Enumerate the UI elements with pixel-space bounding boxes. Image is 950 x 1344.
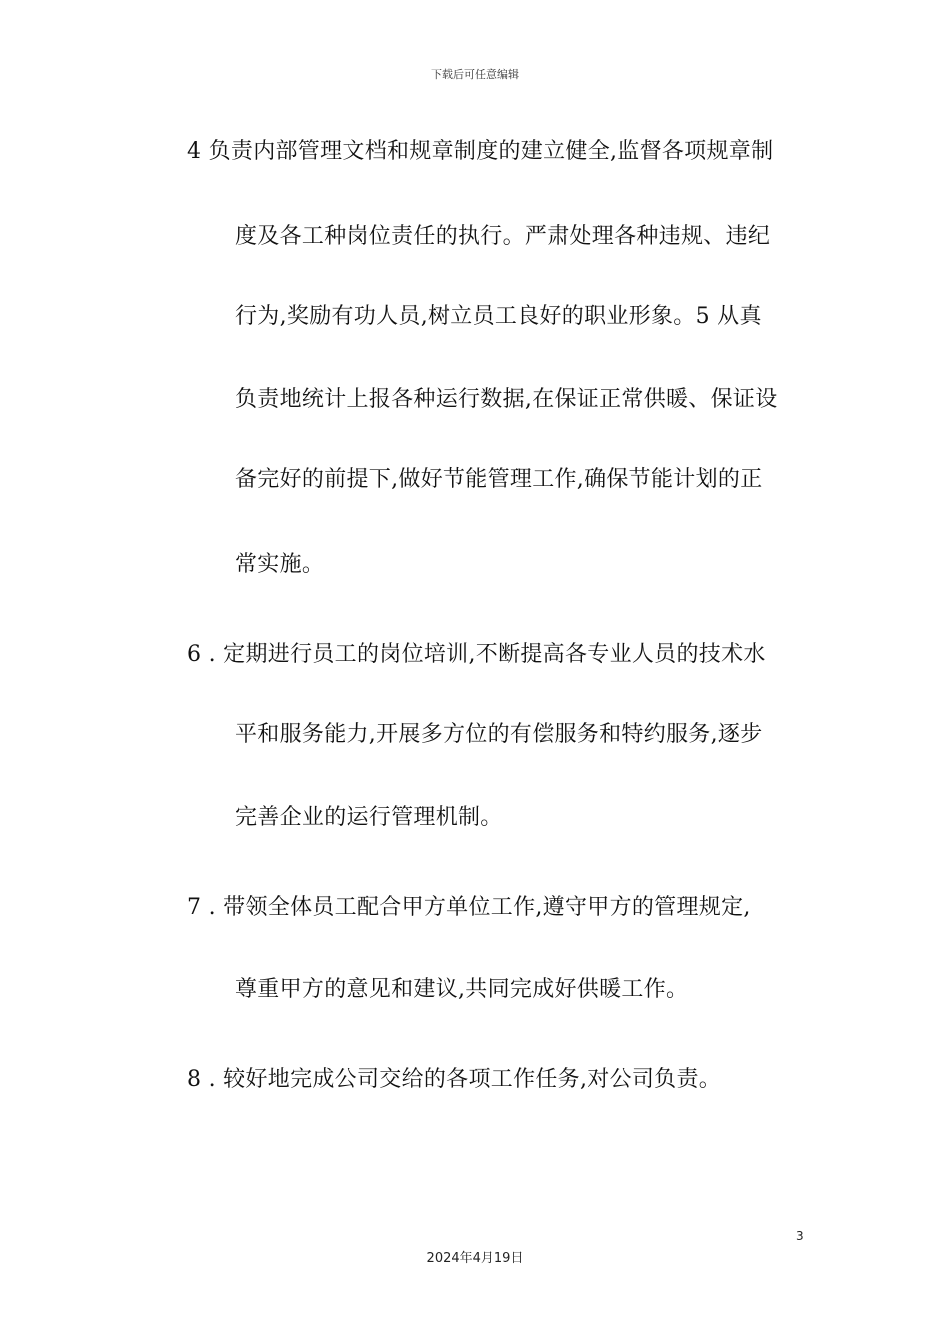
body-line: 常实施。	[235, 552, 325, 577]
body-line: 备完好的前提下,做好节能管理工作,确保节能计划的正	[235, 467, 763, 492]
body-line: 4 负责内部管理文档和规章制度的建立健全,监督各项规章制	[187, 139, 774, 164]
body-line: 行为,奖励有功人员,树立员工良好的职业形象。5 从真	[235, 304, 762, 329]
body-line: 尊重甲方的意见和建议,共同完成好供暖工作。	[235, 977, 689, 1002]
footer-date: 2024年4月19日	[426, 1251, 524, 1266]
body-line: 度及各工种岗位责任的执行。严肃处理各种违规、违纪	[235, 224, 771, 249]
body-line: 6 . 定期进行员工的岗位培训,不断提高各专业人员的技术水	[187, 642, 766, 667]
body-line: 负责地统计上报各种运行数据,在保证正常供暖、保证设	[235, 387, 778, 412]
body-line: 8 . 较好地完成公司交给的各项工作任务,对公司负责。	[187, 1067, 722, 1092]
body-line: 7 . 带领全体员工配合甲方单位工作,遵守甲方的管理规定,	[187, 895, 751, 920]
body-line: 平和服务能力,开展多方位的有偿服务和特约服务,逐步	[235, 722, 763, 747]
page-number: 3	[796, 1229, 804, 1243]
body-line: 完善企业的运行管理机制。	[235, 805, 503, 830]
page-header: 下载后可任意编辑	[431, 68, 519, 81]
